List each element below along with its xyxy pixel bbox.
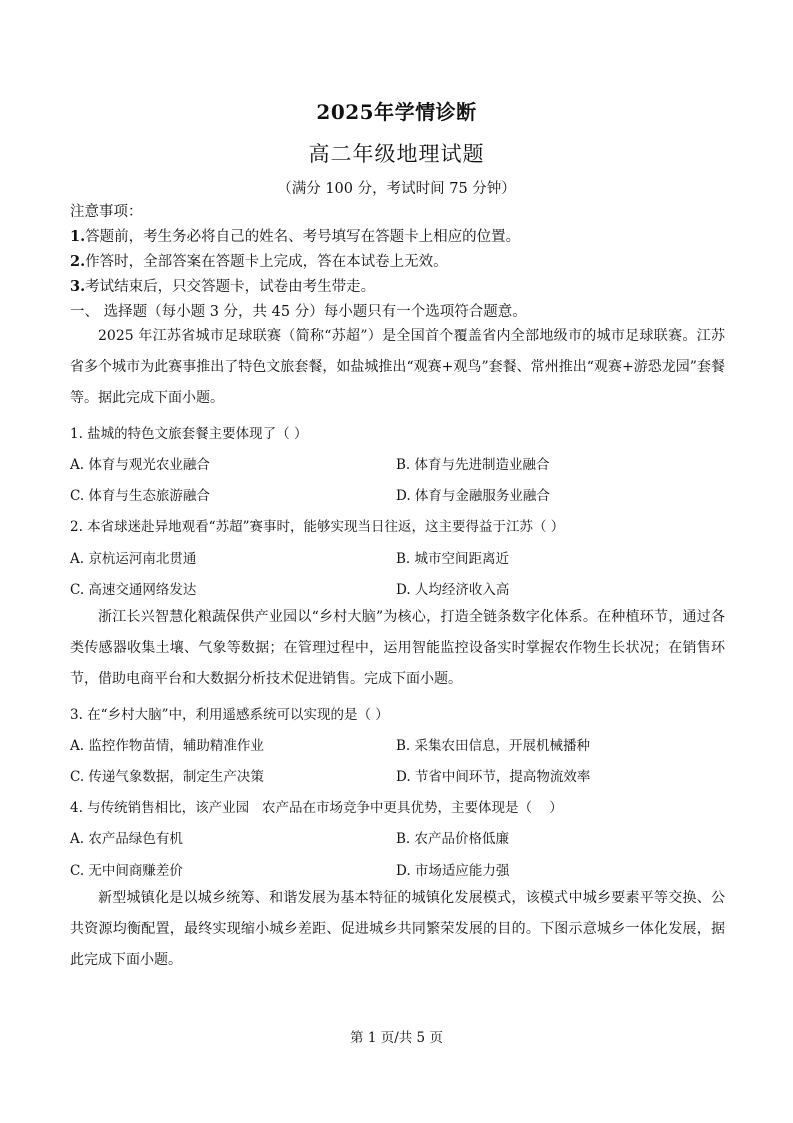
- question-3-stem: 3. 在“乡村大脑”中，利用遥感系统可以实现的是（ ）: [70, 707, 389, 723]
- question-1-option-d: D. 体育与金融服务业融合: [396, 488, 550, 504]
- question-4-stem: 4. 与传统销售相比，该产业园 农产品在市场竞争中更具优势，主要体现是（ ）: [70, 800, 563, 816]
- exam-title: 2025年学情诊断: [316, 100, 477, 124]
- score-info: （满分 100 分，考试时间 75 分钟）: [277, 181, 516, 197]
- notice-number: 1.: [70, 228, 86, 245]
- question-3-option-a: A. 监控作物苗情，辅助精准作业: [70, 738, 264, 754]
- question-1-option-a: A. 体育与观光农业融合: [70, 457, 210, 473]
- question-3-option-d: D. 节省中间环节，提高物流效率: [396, 769, 591, 785]
- question-2-option-c: C. 高速交通网络发达: [70, 582, 197, 598]
- question-2-option-a: A. 京杭运河南北贯通: [70, 551, 197, 567]
- notice-item: [70, 250, 448, 271]
- question-4-option-d: D. 市场适应能力强: [396, 863, 510, 879]
- question-3-option-b: B. 采集农田信息，开展机械播种: [396, 738, 591, 754]
- question-4-option-a: A. 农产品绿色有机: [70, 831, 183, 847]
- page-number: 第 1 页/共 5 页: [350, 1030, 443, 1046]
- passage-3: 新型城镇化是以城乡统筹、和谐发展为基本特征的城镇化发展模式，该模式中城乡要素平等交换、公共资源均衡配置，最终实现缩小城乡差距、促进城乡共同繁荣发展的目的。下图示意城乡一体化发展，据此完成下面小题。: [70, 890, 725, 968]
- question-2-option-b: B. 城市空间距离近: [396, 551, 510, 567]
- question-4-option-b: B. 农产品价格低廉: [396, 831, 510, 847]
- passage-1: 2025 年江苏省城市足球联赛（简称“苏超”）是全国首个覆盖省内全部地级市的城市足球联赛。江苏省多个城市为此赛事推出了特色文旅套餐，如盐城推出“观赛+观鸟”套餐、常州推出“观赛+游恐龙园”套餐等。据此完成下面小题。: [70, 328, 725, 406]
- notice-text: 考试结束后，只交答题卡，试卷由考生带走。: [85, 279, 376, 295]
- notice-text: 作答时，全部答案在答题卡上完成，答在本试卷上无效。: [85, 254, 448, 270]
- notice-heading: 注意事项：: [70, 204, 143, 220]
- notice-number: 2.: [70, 253, 86, 270]
- notice-text: 答题前，考生务必将自己的姓名、考号填写在答题卡上相应的位置。: [85, 229, 521, 245]
- question-4-option-c: C. 无中间商赚差价: [70, 863, 183, 879]
- question-1-option-c: C. 体育与生态旅游融合: [70, 488, 210, 504]
- exam-subtitle: 高二年级地理试题: [308, 142, 485, 166]
- notice-number: 3.: [70, 278, 86, 295]
- question-2-stem: 2. 本省球迷赴异地观看“苏超”赛事时，能够实现当日往返，这主要得益于江苏（ ）: [70, 519, 565, 535]
- question-1-stem: 1. 盐城的特色文旅套餐主要体现了（ ）: [70, 426, 308, 442]
- question-2-option-d: D. 人均经济收入高: [396, 582, 510, 598]
- notice-item: [70, 275, 375, 296]
- passage-2: 浙江长兴智慧化粮蔬保供产业园以“乡村大脑”为核心，打造全链条数字化体系。在种植环节，通过各类传感器收集土壤、气象等数据；在管理过程中，运用智能监控设备实时掌握农作物生长状况；在销售环节，借助电商平台和大数据分析技术促进销售。完成下面小题。: [70, 609, 725, 687]
- question-3-option-c: C. 传递气象数据，制定生产决策: [70, 769, 264, 785]
- question-1-option-b: B. 体育与先进制造业融合: [396, 457, 550, 473]
- section-title: 一、 选择题（每小题 3 分，共 45 分）每小题只有一个选项符合题意。: [70, 304, 527, 320]
- notice-item: [70, 225, 520, 246]
